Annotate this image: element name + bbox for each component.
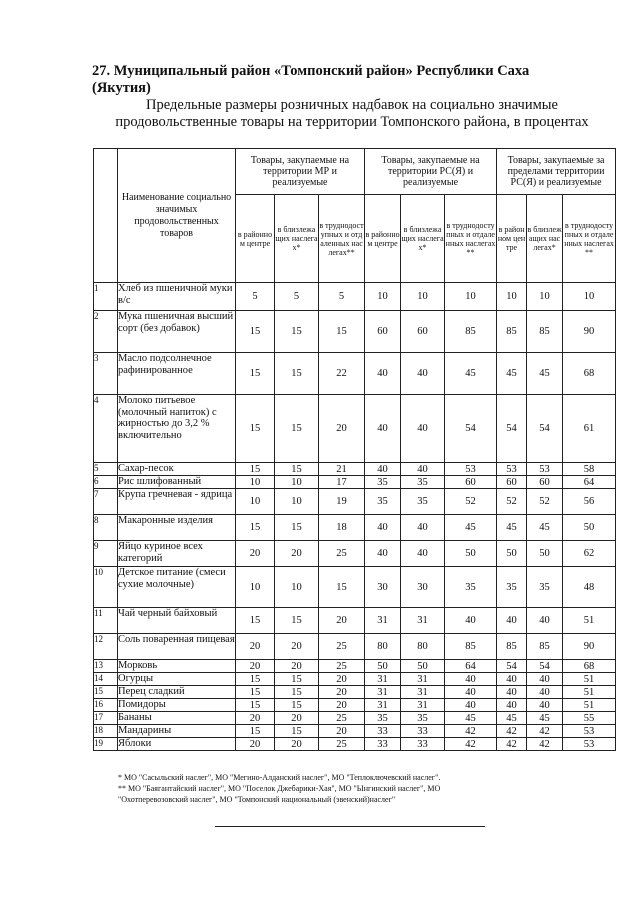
row-number: 16 bbox=[94, 699, 118, 712]
markup-value: 45 bbox=[445, 515, 497, 541]
row-number: 7 bbox=[94, 489, 118, 515]
group-header-mr: Товары, закупаемые на территории МР и реализуемые bbox=[236, 149, 365, 195]
footnote-3: "Охотперевозовский наслег", МО "Томпонский национальный (эвенский)наслег" bbox=[118, 795, 396, 804]
markup-value: 54 bbox=[497, 660, 527, 673]
markup-value: 40 bbox=[445, 699, 497, 712]
product-name: Яйцо куриное всех категорий bbox=[118, 541, 236, 567]
markup-value: 10 bbox=[401, 283, 445, 311]
markup-value: 20 bbox=[319, 725, 365, 738]
markup-value: 20 bbox=[319, 673, 365, 686]
table-caption bbox=[92, 97, 612, 131]
markup-value: 15 bbox=[275, 686, 319, 699]
markup-value: 10 bbox=[236, 567, 275, 608]
markup-value: 33 bbox=[365, 725, 401, 738]
markup-value: 31 bbox=[365, 686, 401, 699]
markup-value: 60 bbox=[445, 476, 497, 489]
markup-value: 52 bbox=[497, 489, 527, 515]
markup-value: 40 bbox=[497, 673, 527, 686]
markup-value: 40 bbox=[365, 353, 401, 395]
markup-value: 40 bbox=[365, 541, 401, 567]
column-subheader: в районном центре bbox=[236, 195, 275, 283]
footnote-1: * МО "Сасыльский наслег", МО "Мегино-Алданский наслег", МО "Теплоключевский наслег". bbox=[118, 773, 441, 782]
table-row bbox=[94, 476, 616, 489]
table-row bbox=[94, 738, 616, 751]
markup-value: 68 bbox=[563, 660, 616, 673]
markup-value: 21 bbox=[319, 463, 365, 476]
row-number: 14 bbox=[94, 673, 118, 686]
column-subheader: в труднодоступных и отдаленных наслегах** bbox=[563, 195, 616, 283]
markup-value: 45 bbox=[497, 353, 527, 395]
markup-value: 42 bbox=[527, 738, 563, 751]
table-row bbox=[94, 699, 616, 712]
markup-value: 40 bbox=[365, 515, 401, 541]
table-row bbox=[94, 283, 616, 311]
markup-value: 40 bbox=[365, 395, 401, 463]
markup-value: 10 bbox=[236, 489, 275, 515]
markup-value: 40 bbox=[497, 608, 527, 634]
markup-value: 50 bbox=[563, 515, 616, 541]
table-row bbox=[94, 489, 616, 515]
markup-value: 53 bbox=[445, 463, 497, 476]
markup-value: 53 bbox=[527, 463, 563, 476]
markup-value: 85 bbox=[445, 634, 497, 660]
markup-value: 20 bbox=[275, 738, 319, 751]
markup-value: 42 bbox=[497, 738, 527, 751]
table-row bbox=[94, 686, 616, 699]
markup-value: 42 bbox=[497, 725, 527, 738]
markup-value: 5 bbox=[236, 283, 275, 311]
markup-value: 25 bbox=[319, 634, 365, 660]
product-name: Огурцы bbox=[118, 673, 236, 686]
markup-value: 45 bbox=[445, 353, 497, 395]
number-header bbox=[94, 149, 118, 283]
markup-value: 68 bbox=[563, 353, 616, 395]
markup-value: 45 bbox=[527, 353, 563, 395]
markup-value: 40 bbox=[365, 463, 401, 476]
markup-value: 42 bbox=[445, 738, 497, 751]
markup-value: 15 bbox=[275, 395, 319, 463]
markup-value: 20 bbox=[319, 608, 365, 634]
markup-value: 31 bbox=[365, 673, 401, 686]
heading-line-2: (Якутия) bbox=[92, 80, 151, 96]
markup-table bbox=[93, 148, 616, 751]
markup-value: 54 bbox=[497, 395, 527, 463]
markup-value: 50 bbox=[497, 541, 527, 567]
markup-value: 35 bbox=[365, 712, 401, 725]
product-name: Перец сладкий bbox=[118, 686, 236, 699]
product-name: Чай черный байховый bbox=[118, 608, 236, 634]
markup-value: 42 bbox=[527, 725, 563, 738]
markup-value: 15 bbox=[236, 686, 275, 699]
markup-value: 85 bbox=[497, 634, 527, 660]
markup-value: 60 bbox=[365, 311, 401, 353]
markup-value: 40 bbox=[445, 673, 497, 686]
markup-value: 40 bbox=[497, 699, 527, 712]
markup-value: 20 bbox=[319, 699, 365, 712]
table-row bbox=[94, 660, 616, 673]
markup-value: 19 bbox=[319, 489, 365, 515]
markup-value: 54 bbox=[445, 395, 497, 463]
product-name: Макаронные изделия bbox=[118, 515, 236, 541]
column-subheader: в близлежащих наслегах* bbox=[401, 195, 445, 283]
footnotes bbox=[118, 772, 618, 805]
markup-value: 60 bbox=[497, 476, 527, 489]
column-subheader: в труднодоступных и отдаленных наслегах** bbox=[445, 195, 497, 283]
markup-value: 25 bbox=[319, 712, 365, 725]
markup-value: 42 bbox=[445, 725, 497, 738]
markup-value: 52 bbox=[527, 489, 563, 515]
markup-value: 20 bbox=[275, 712, 319, 725]
column-subheader: в труднодоступных и отдаленных наслегах** bbox=[319, 195, 365, 283]
product-name: Соль поваренная пищевая bbox=[118, 634, 236, 660]
markup-value: 61 bbox=[563, 395, 616, 463]
markup-value: 50 bbox=[401, 660, 445, 673]
markup-value: 40 bbox=[527, 673, 563, 686]
markup-value: 54 bbox=[527, 660, 563, 673]
markup-value: 31 bbox=[365, 608, 401, 634]
table-row bbox=[94, 541, 616, 567]
row-number: 17 bbox=[94, 712, 118, 725]
markup-value: 15 bbox=[275, 725, 319, 738]
table-row bbox=[94, 463, 616, 476]
markup-value: 64 bbox=[445, 660, 497, 673]
markup-value: 33 bbox=[401, 725, 445, 738]
markup-value: 50 bbox=[445, 541, 497, 567]
markup-value: 48 bbox=[563, 567, 616, 608]
product-name: Бананы bbox=[118, 712, 236, 725]
markup-value: 31 bbox=[365, 699, 401, 712]
markup-value: 50 bbox=[365, 660, 401, 673]
markup-value: 52 bbox=[445, 489, 497, 515]
markup-value: 54 bbox=[527, 395, 563, 463]
markup-value: 31 bbox=[401, 673, 445, 686]
product-name: Масло подсолнечное рафинированное bbox=[118, 353, 236, 395]
markup-value: 15 bbox=[275, 353, 319, 395]
markup-value: 45 bbox=[527, 712, 563, 725]
markup-value: 30 bbox=[365, 567, 401, 608]
markup-value: 85 bbox=[527, 311, 563, 353]
markup-value: 15 bbox=[236, 725, 275, 738]
markup-value: 35 bbox=[445, 567, 497, 608]
markup-value: 15 bbox=[319, 311, 365, 353]
table-row bbox=[94, 395, 616, 463]
markup-value: 35 bbox=[401, 476, 445, 489]
markup-value: 20 bbox=[275, 634, 319, 660]
markup-value: 15 bbox=[236, 353, 275, 395]
markup-value: 10 bbox=[275, 489, 319, 515]
markup-value: 51 bbox=[563, 673, 616, 686]
row-number: 18 bbox=[94, 725, 118, 738]
product-name: Помидоры bbox=[118, 699, 236, 712]
markup-value: 35 bbox=[527, 567, 563, 608]
markup-value: 10 bbox=[445, 283, 497, 311]
product-name: Яблоки bbox=[118, 738, 236, 751]
markup-value: 15 bbox=[236, 673, 275, 686]
row-number: 5 bbox=[94, 463, 118, 476]
markup-value: 30 bbox=[401, 567, 445, 608]
markup-value: 18 bbox=[319, 515, 365, 541]
markup-value: 5 bbox=[319, 283, 365, 311]
markup-value: 53 bbox=[497, 463, 527, 476]
product-name: Рис шлифованный bbox=[118, 476, 236, 489]
table-row bbox=[94, 725, 616, 738]
row-number: 15 bbox=[94, 686, 118, 699]
markup-value: 90 bbox=[563, 634, 616, 660]
markup-value: 15 bbox=[236, 395, 275, 463]
heading-line-1: 27. Муниципальный район «Томпонский район» Республики Саха bbox=[92, 63, 530, 79]
markup-value: 64 bbox=[563, 476, 616, 489]
markup-value: 58 bbox=[563, 463, 616, 476]
markup-value: 15 bbox=[275, 463, 319, 476]
product-name: Крупа гречневая - ядрица bbox=[118, 489, 236, 515]
table-row bbox=[94, 673, 616, 686]
markup-value: 20 bbox=[275, 541, 319, 567]
product-name: Молоко питьевое (молочный напиток) с жирностью до 3,2 % включительно bbox=[118, 395, 236, 463]
markup-value: 25 bbox=[319, 541, 365, 567]
markup-value: 56 bbox=[563, 489, 616, 515]
markup-value: 10 bbox=[563, 283, 616, 311]
markup-value: 10 bbox=[527, 283, 563, 311]
row-number: 11 bbox=[94, 608, 118, 634]
markup-value: 45 bbox=[497, 712, 527, 725]
markup-value: 40 bbox=[445, 608, 497, 634]
markup-value: 10 bbox=[365, 283, 401, 311]
markup-value: 90 bbox=[563, 311, 616, 353]
markup-value: 15 bbox=[236, 515, 275, 541]
row-number: 3 bbox=[94, 353, 118, 395]
table-row bbox=[94, 515, 616, 541]
markup-value: 85 bbox=[527, 634, 563, 660]
row-number: 4 bbox=[94, 395, 118, 463]
markup-value: 40 bbox=[527, 699, 563, 712]
markup-value: 10 bbox=[275, 567, 319, 608]
markup-value: 50 bbox=[527, 541, 563, 567]
product-name: Мука пшеничная высший сорт (без добавок) bbox=[118, 311, 236, 353]
row-number: 1 bbox=[94, 283, 118, 311]
caption-line-2: продовольственные товары на территории Томпонского района, в процентах bbox=[115, 114, 589, 130]
markup-value: 51 bbox=[563, 608, 616, 634]
markup-value: 62 bbox=[563, 541, 616, 567]
markup-value: 80 bbox=[365, 634, 401, 660]
markup-value: 22 bbox=[319, 353, 365, 395]
markup-value: 31 bbox=[401, 699, 445, 712]
markup-value: 35 bbox=[365, 489, 401, 515]
markup-value: 25 bbox=[319, 660, 365, 673]
product-name: Мандарины bbox=[118, 725, 236, 738]
markup-value: 10 bbox=[236, 476, 275, 489]
markup-value: 20 bbox=[319, 686, 365, 699]
caption-line-1: Предельные размеры розничных надбавок на социально значимые bbox=[146, 97, 558, 113]
table-row bbox=[94, 567, 616, 608]
markup-value: 60 bbox=[527, 476, 563, 489]
markup-value: 35 bbox=[497, 567, 527, 608]
product-name: Сахар-песок bbox=[118, 463, 236, 476]
column-subheader: в близлежащих наслегах* bbox=[275, 195, 319, 283]
product-name: Морковь bbox=[118, 660, 236, 673]
column-subheader: в близлежащих наслегах* bbox=[527, 195, 563, 283]
markup-value: 40 bbox=[401, 463, 445, 476]
markup-value: 45 bbox=[527, 515, 563, 541]
group-header-outside: Товары, закупаемые за пределами территории РС(Я) и реализуемые bbox=[497, 149, 616, 195]
markup-value: 85 bbox=[445, 311, 497, 353]
markup-value: 31 bbox=[401, 686, 445, 699]
markup-value: 51 bbox=[563, 699, 616, 712]
row-number: 8 bbox=[94, 515, 118, 541]
markup-value: 40 bbox=[445, 686, 497, 699]
markup-value: 80 bbox=[401, 634, 445, 660]
table-row bbox=[94, 353, 616, 395]
group-header-rs: Товары, закупаемые на территории РС(Я) и реализуемые bbox=[365, 149, 497, 195]
markup-value: 20 bbox=[236, 634, 275, 660]
row-number: 19 bbox=[94, 738, 118, 751]
table-row bbox=[94, 712, 616, 725]
footnote-2: ** МО "Баягантайский наслег", МО "Поселок Джебарики-Хая", МО "Ынгинский наслег", МО bbox=[118, 784, 441, 793]
row-number: 12 bbox=[94, 634, 118, 660]
markup-value: 33 bbox=[365, 738, 401, 751]
markup-value: 15 bbox=[319, 567, 365, 608]
markup-value: 15 bbox=[275, 515, 319, 541]
markup-value: 53 bbox=[563, 725, 616, 738]
markup-value: 40 bbox=[401, 515, 445, 541]
column-subheader: в районном центре bbox=[365, 195, 401, 283]
row-number: 10 bbox=[94, 567, 118, 608]
markup-value: 53 bbox=[563, 738, 616, 751]
table-row bbox=[94, 311, 616, 353]
column-subheader: в районном центре bbox=[497, 195, 527, 283]
markup-value: 15 bbox=[275, 311, 319, 353]
row-number: 6 bbox=[94, 476, 118, 489]
markup-value: 20 bbox=[236, 660, 275, 673]
row-number: 9 bbox=[94, 541, 118, 567]
markup-value: 31 bbox=[401, 608, 445, 634]
markup-value: 5 bbox=[275, 283, 319, 311]
markup-value: 40 bbox=[527, 686, 563, 699]
markup-value: 10 bbox=[497, 283, 527, 311]
markup-value: 15 bbox=[236, 608, 275, 634]
page-heading bbox=[92, 63, 612, 97]
markup-value: 15 bbox=[236, 463, 275, 476]
markup-value: 20 bbox=[319, 395, 365, 463]
markup-value: 55 bbox=[563, 712, 616, 725]
markup-value: 45 bbox=[497, 515, 527, 541]
markup-value: 40 bbox=[527, 608, 563, 634]
markup-value: 35 bbox=[401, 712, 445, 725]
markup-value: 33 bbox=[401, 738, 445, 751]
markup-value: 60 bbox=[401, 311, 445, 353]
markup-value: 40 bbox=[401, 541, 445, 567]
markup-value: 35 bbox=[401, 489, 445, 515]
table-row bbox=[94, 634, 616, 660]
table-row bbox=[94, 608, 616, 634]
markup-value: 20 bbox=[236, 712, 275, 725]
markup-value: 15 bbox=[236, 699, 275, 712]
markup-value: 40 bbox=[497, 686, 527, 699]
markup-value: 15 bbox=[275, 673, 319, 686]
markup-value: 51 bbox=[563, 686, 616, 699]
product-name: Детское питание (смеси сухие молочные) bbox=[118, 567, 236, 608]
markup-value: 85 bbox=[497, 311, 527, 353]
markup-value: 20 bbox=[275, 660, 319, 673]
markup-value: 15 bbox=[236, 311, 275, 353]
markup-value: 25 bbox=[319, 738, 365, 751]
product-name-header: Наименование социально значимых продовольственных товаров bbox=[118, 149, 236, 283]
row-number: 2 bbox=[94, 311, 118, 353]
markup-value: 20 bbox=[236, 738, 275, 751]
product-name: Хлеб из пшеничной муки в/с bbox=[118, 283, 236, 311]
markup-value: 15 bbox=[275, 699, 319, 712]
markup-value: 17 bbox=[319, 476, 365, 489]
markup-value: 40 bbox=[401, 353, 445, 395]
row-number: 13 bbox=[94, 660, 118, 673]
markup-value: 35 bbox=[365, 476, 401, 489]
markup-value: 20 bbox=[236, 541, 275, 567]
markup-value: 40 bbox=[401, 395, 445, 463]
markup-value: 45 bbox=[445, 712, 497, 725]
markup-value: 15 bbox=[275, 608, 319, 634]
markup-value: 10 bbox=[275, 476, 319, 489]
bottom-divider bbox=[215, 826, 485, 827]
